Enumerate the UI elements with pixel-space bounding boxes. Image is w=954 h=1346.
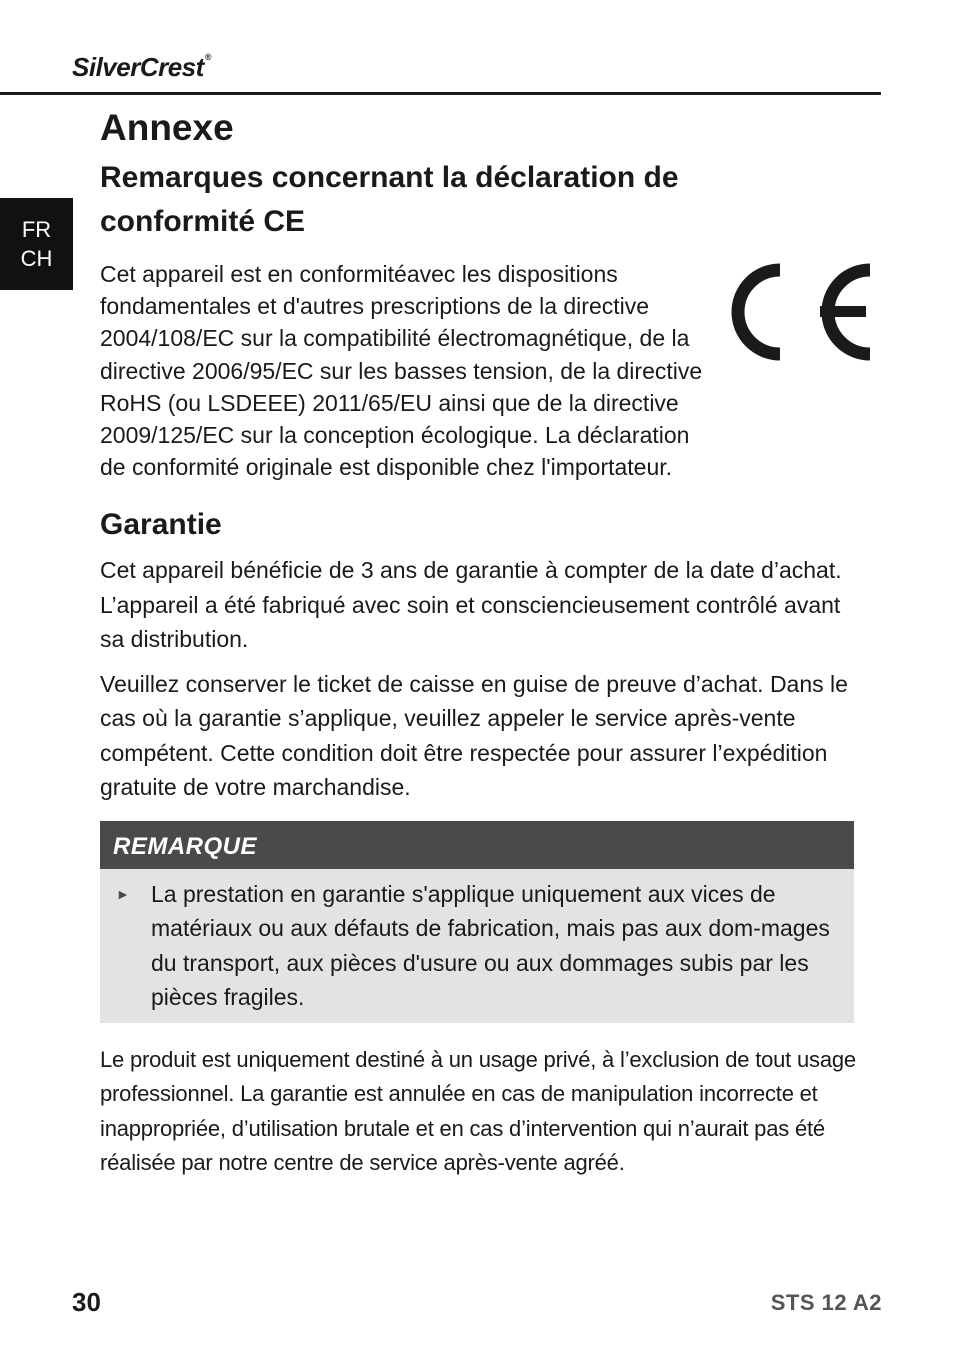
language-code-fr: FR [21, 217, 52, 242]
note-box [100, 821, 854, 1023]
section-title-ce: Remarques concernant la déclaration de conformité CE [100, 161, 679, 238]
language-code-ch: CH [20, 246, 53, 271]
ce-declaration-text: Cet appareil est en conformitéavec les dispositions fondamentales et d'autres prescriptions de la directive 2004/108/EC sur la compatibilité électromagnétique, de la directive 2006/95/EC sur les basses tension, de la directive RoHS (ou LSDEEE) 2011/65/EU ainsi que de la directive 2009/125/EC sur la conception écologique. La déclaration de conformité originale est disponible chez l'importateur. [100, 261, 703, 481]
brand-logo [72, 52, 211, 83]
section-title-garantie: Garantie [100, 508, 222, 542]
registered-mark: ® [204, 52, 211, 62]
note-text: La prestation en garantie s'applique uniquement aux vices de matériaux ou aux défauts de fabrication, mais pas aux dom-mages du transport, aux pièces d'usure ou aux dommages subis par les pièces fragiles. [151, 880, 830, 1011]
page-number: 30 [72, 1287, 101, 1317]
warranty-paragraph-2: Veuillez conserver le ticket de caisse en guise de preuve d’achat. Dans le cas où la garantie s’applique, veuillez appeler le service après-vente compétent. Cette condition doit être respectée pour assurer l’expédition gratuite de votre marchandise. [100, 670, 848, 801]
warranty-paragraph-3: Le produit est uniquement destiné à un usage privé, à l’exclusion de tout usage professionnel. La garantie est annulée en cas de manipulation incorrecte et inappropriée, d’utilisation brutale et en cas d’intervention qui n’aurait pas été réalisée par notre centre de service après-vente agréé. [100, 1046, 856, 1176]
ce-mark-icon [728, 258, 878, 366]
page-content [100, 104, 856, 1203]
note-body [100, 869, 854, 1023]
header-rule [0, 92, 881, 95]
language-tab [0, 198, 73, 290]
brand-name: SilverCrest [72, 52, 204, 82]
warranty-paragraph-1: Cet appareil bénéficie de 3 ans de garantie à compter de la date d’achat. L’appareil a été fabriqué avec soin et consciencieusement contrôlé avant sa distribution. [100, 557, 842, 653]
note-title: REMARQUE [100, 821, 854, 869]
triangle-bullet-icon: ► [116, 885, 130, 902]
page-title: Annexe [100, 107, 234, 148]
ce-section [100, 258, 856, 483]
model-number: STS 12 A2 [770, 1290, 882, 1315]
